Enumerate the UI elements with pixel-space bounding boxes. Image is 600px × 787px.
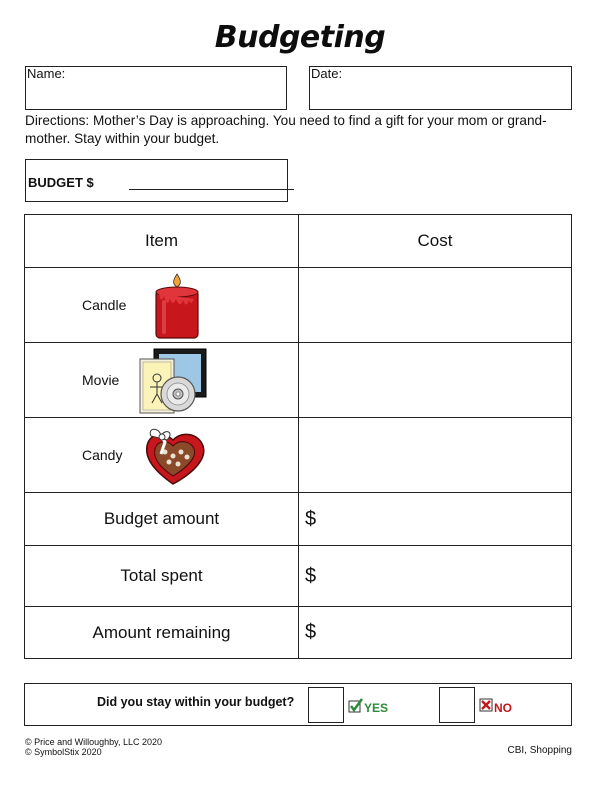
- footer-category: CBI, Shopping: [507, 745, 572, 756]
- table-row: [25, 607, 572, 659]
- budget-entry-line[interactable]: [129, 189, 294, 190]
- amount-remaining-label: Amount remaining: [25, 607, 299, 659]
- item-cell-candy: [25, 418, 299, 493]
- budget-table: [24, 214, 572, 659]
- date-field[interactable]: [309, 66, 572, 110]
- directions-text: Directions: Mother’s Day is approaching. You need to find a gift for your mom or grand-mother. Stay within your budget.: [25, 113, 547, 146]
- table-row: [25, 546, 572, 607]
- item-label-movie: Movie: [82, 372, 120, 388]
- page-title: Budgeting: [214, 20, 386, 55]
- table-header-row: [25, 215, 572, 268]
- cost-cell-movie[interactable]: [299, 343, 572, 418]
- item-label-candy: Candy: [82, 447, 123, 463]
- item-cell-movie: [25, 343, 299, 418]
- item-column-header: Item: [25, 215, 299, 268]
- item-label-candle: Candle: [82, 297, 127, 313]
- cost-cell-candy[interactable]: [299, 418, 572, 493]
- candle-icon: [153, 272, 201, 340]
- budget-question-box: [24, 683, 572, 726]
- budget-amount-value[interactable]: $: [299, 493, 572, 546]
- total-spent-label: Total spent: [25, 546, 299, 607]
- footer-copyright: [25, 737, 162, 757]
- movie-dvd-icon: [138, 347, 208, 415]
- check-icon: [348, 698, 364, 714]
- yes-label: YES: [364, 701, 389, 715]
- amount-remaining-value[interactable]: $: [299, 607, 572, 659]
- table-row: [25, 418, 572, 493]
- copyright-line-1: © Price and Willoughby, LLC 2020: [25, 737, 163, 747]
- budget-box: [25, 159, 288, 202]
- budget-label: BUDGET $: [28, 175, 94, 190]
- copyright-line-2: © SymbolStix 2020: [25, 747, 102, 757]
- name-field[interactable]: [25, 66, 287, 110]
- cost-column-header: Cost: [299, 215, 572, 268]
- name-label: Name:: [27, 66, 66, 81]
- no-checkbox[interactable]: [439, 687, 475, 723]
- table-row: [25, 268, 572, 343]
- question-text: Did you stay within your budget?: [97, 695, 295, 709]
- yes-checkbox[interactable]: [308, 687, 344, 723]
- table-row: [25, 493, 572, 546]
- item-cell-candle: [25, 268, 299, 343]
- date-label: Date:: [311, 66, 343, 81]
- heart-candy-box-icon: [143, 424, 209, 488]
- budget-amount-label: Budget amount: [25, 493, 299, 546]
- total-spent-value[interactable]: $: [299, 546, 572, 607]
- no-label: NO: [494, 701, 512, 715]
- table-row: [25, 343, 572, 418]
- cost-cell-candle[interactable]: [299, 268, 572, 343]
- x-mark-icon: [479, 698, 494, 713]
